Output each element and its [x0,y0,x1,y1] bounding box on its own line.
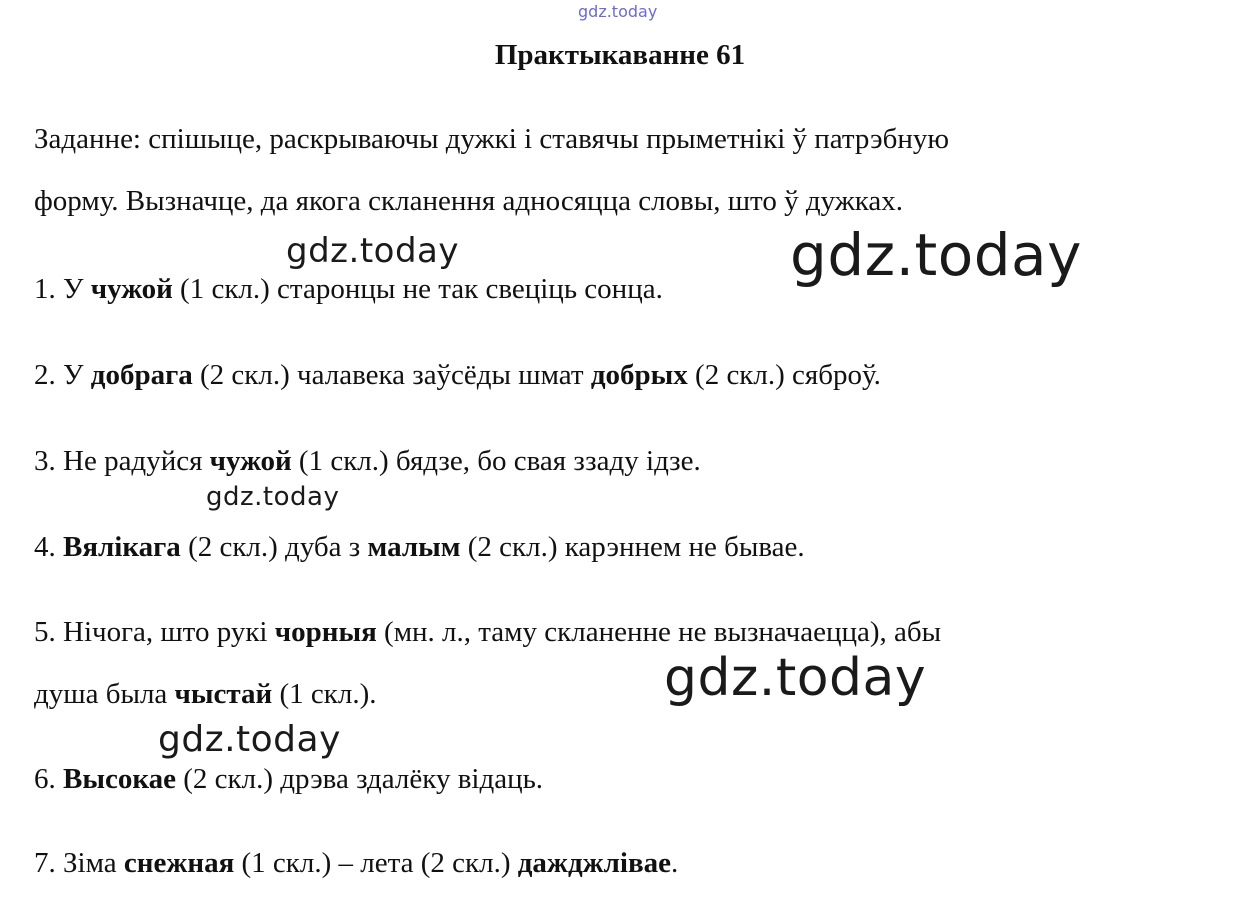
task-line-2: форму. Вызначце, да якога скланення адносяцца словы, што ў дужках. [34,185,904,217]
list-item-5-continued [34,677,376,712]
list-item-2 [34,358,881,393]
list-item-1 [34,272,663,307]
watermark: gdz.today [790,221,1082,289]
item-bold-word: чорныя [274,616,377,648]
item-text: 7. Зіма [34,847,124,879]
item-text: душа была [34,678,175,710]
item-bold-word: чыстай [174,678,273,710]
list-item-4 [34,530,805,565]
item-text: (1 скл.) – лета (2 скл.) [234,847,518,879]
item-text: (1 скл.). [272,678,377,710]
item-text: 1. У [34,273,91,305]
item-text: 3. Не радуйся [34,445,210,477]
item-text: 6. [34,763,63,795]
item-text: (2 скл.) дрэва здалёку відаць. [176,763,544,795]
watermark: gdz.today [206,482,340,512]
watermark: gdz.today [158,719,341,760]
item-text: (мн. л., таму скланенне не вызначаецца), абы [376,616,942,648]
item-text: 5. Нічога, што рукі [34,616,275,648]
item-text: . [671,847,679,879]
item-text: (2 скл.) чалавека заўсёды шмат [192,359,591,391]
item-text: (2 скл.) дуба з [180,531,368,563]
item-text: (2 скл.) сяброў. [687,359,881,391]
item-text: (2 скл.) карэннем не бывае. [460,531,805,563]
item-bold-word: дажджлівае [517,847,672,879]
item-text: 2. У [34,359,91,391]
watermark: gdz.today [286,231,459,271]
task-line-1: Заданне: спішыце, раскрываючы дужкі і ставячы прыметнікі ў патрэбную [34,123,950,155]
list-item-3 [34,444,701,479]
exercise-title: Практыкаванне 61 [494,39,746,71]
item-bold-word: малым [367,531,461,563]
item-bold-word: чужой [209,445,292,477]
item-text: (1 скл.) старонцы не так свеціць сонца. [172,273,663,305]
item-bold-word: добрага [90,359,193,391]
item-text: (1 скл.) бядзе, бо свая ззаду ідзе. [291,445,701,477]
item-bold-word: чужой [90,273,173,305]
item-bold-word: добрых [590,359,688,391]
list-item-6 [34,762,543,797]
item-bold-word: Высокае [63,763,176,795]
list-item-7 [34,846,678,881]
watermark: gdz.today [664,648,927,708]
item-bold-word: снежная [123,847,235,879]
watermark-top: gdz.today [578,2,658,21]
list-item-5 [34,615,941,650]
item-bold-word: Вялікага [63,531,181,563]
item-text: 4. [34,531,63,563]
